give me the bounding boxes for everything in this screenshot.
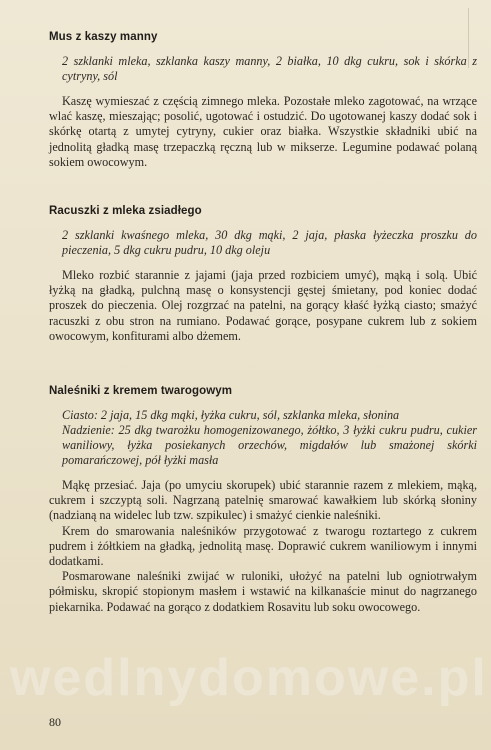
recipe-steps: [49, 94, 477, 170]
ingredients-line: 2 szklanki mleka, szklanka kaszy manny, 2 białka, 10 dkg cukru, sok i skórka z cytryny, sól: [62, 54, 477, 83]
recipe-steps: [49, 478, 477, 615]
recipe-title: Naleśniki z kremem twarogowym: [49, 385, 233, 398]
recipe-ingredients: [62, 54, 477, 84]
recipe-spacer: [49, 170, 477, 204]
step-paragraph: Mąkę przesiać. Jaja (po umyciu skorupek) ubić starannie razem z mlekiem, mąką, cukrem i szczyptą soli. Nagrzaną patelnię smarować kawałkiem lub skórką słoniny (nadzianą na widelec lub tzw. szpikulec) i smażyć cienkie naleśniki.: [49, 478, 477, 523]
recipe-ingredients: [62, 408, 477, 468]
page-number: 80: [49, 715, 61, 729]
watermark: wedlnydomowe.pl: [10, 649, 488, 707]
recipe-steps: [49, 268, 477, 344]
page-content: [49, 30, 477, 615]
step-paragraph: Kaszę wymieszać z częścią zimnego mleka. Pozostałe mleko zagotować, na wrzące wlać kaszę, mieszając; posolić, ugotować i ostudzić. Do ugotowanej kaszy dodać sok i skórkę otartą z umytej cytryny, cukier oraz białka. Wszystkie składniki ubić na jednolitą gładką masę trzepaczką ręczną lub w mikserze. Legumine podawać polaną sokiem owocowym.: [49, 94, 477, 169]
recipe-ingredients: [62, 228, 477, 258]
step-paragraph: Posmarowane naleśniki zwijać w ruloniki, ułożyć na patelni lub ogniotrwałym półmisku, skropić stopionym masłem i wstawić na kilkanaście minut do nagrzanego piekarnika. Podawać na gorąco z dodatkiem Rosavitu lub soku owocowego.: [49, 569, 477, 614]
recipe-nalesniki: [49, 384, 477, 615]
recipe-title: Racuszki z mleka zsiadłego: [49, 205, 202, 218]
recipe-racuszki: [49, 204, 477, 344]
ingredients-filling: Nadzienie: 25 dkg twarożku homogenizowanego, żółtko, 3 łyżki cukru pudru, cukier waniliowy, łyżka posiekanych orzechów, migdałów lub smażonej skórki pomarańczowej, pół łyżki masła: [62, 423, 477, 468]
recipe-spacer: [49, 344, 477, 384]
step-paragraph: Krem do smarowania naleśników przygotować z twarogu roztartego z cukrem pudrem i żółtkiem na gładką, jednolitą masę. Doprawić cukrem waniliowym i innymi dodatkami.: [49, 523, 477, 569]
step-paragraph: Mleko rozbić starannie z jajami (jaja przed rozbiciem umyć), mąką i solą. Ubić łyżką na gładką, pulchną masę o konsystencji gęstej śmietany, pod koniec dodać proszek do pieczenia. Olej rozgrzać na patelni, na gorący kłaść łyżką ciasto; smażyć racuszki z obu stron na rumiano. Podawać gorące, posypane cukrem lub z sokiem owocowym, konfiturami albo dżemem.: [49, 268, 477, 343]
ingredients-dough: Ciasto: 2 jaja, 15 dkg mąki, łyżka cukru, sól, szklanka mleka, słonina: [62, 408, 400, 423]
recipe-mus-z-kaszy-manny: [49, 30, 477, 170]
ingredients-line: 2 szklanki kwaśnego mleka, 30 dkg mąki, 2 jaja, płaska łyżeczka proszku do pieczenia, 5 dkg cukru pudru, 10 dkg oleju: [62, 228, 477, 258]
recipe-title: Mus z kaszy manny: [49, 31, 158, 43]
